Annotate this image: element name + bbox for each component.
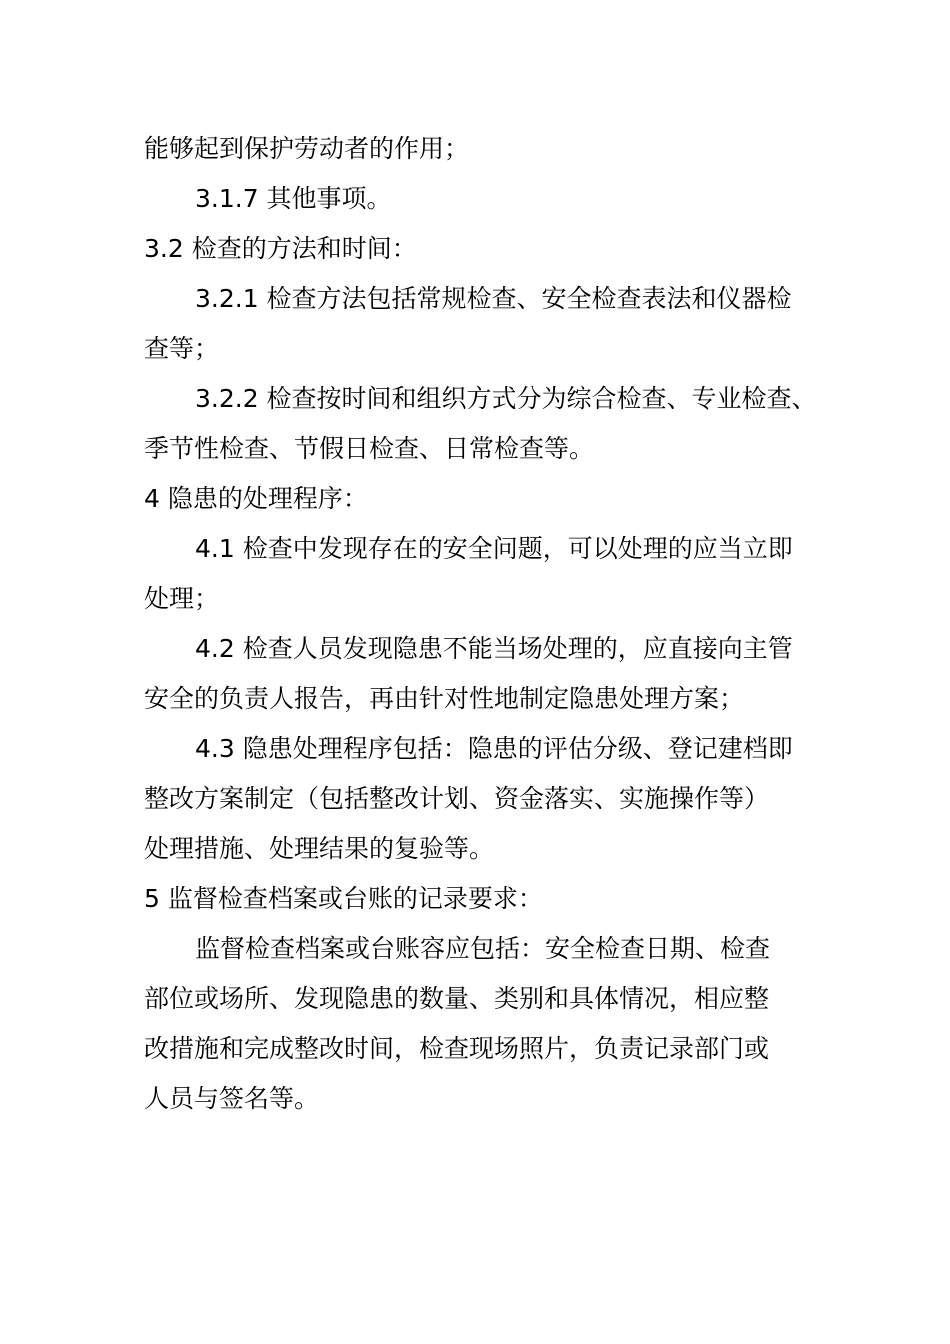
section-heading-5: 5 监督检查档案或台账的记录要求： <box>144 884 543 913</box>
text-line-10: 处理； <box>144 584 220 613</box>
text-line-20: 人员与签名等。 <box>144 1084 320 1113</box>
document-page <box>144 124 824 1124</box>
text-line-12: 安全的负责人报告，再由针对性地制定隐患处理方案； <box>144 684 745 713</box>
text-line-4: 3.2.1 检查方法包括常规检查、安全检查表法和仪器检 <box>195 284 792 313</box>
text-line-2: 3.1.7 其他事项。 <box>195 184 392 213</box>
text-line-17: 监督检查档案或台账容应包括：安全检查日期、检查 <box>195 934 771 963</box>
text-line-11: 4.2 检查人员发现隐患不能当场处理的，应直接向主管 <box>195 634 793 663</box>
text-line-9: 4.1 检查中发现存在的安全问题，可以处理的应当立即 <box>195 534 793 563</box>
text-line-15: 处理措施、处理结果的复验等。 <box>144 834 495 863</box>
text-line-14: 整改方案制定（包括整改计划、资金落实、实施操作等） <box>144 784 770 813</box>
text-line-1: 能够起到保护劳动者的作用； <box>144 134 470 163</box>
text-line-13: 4.3 隐患处理程序包括：隐患的评估分级、登记建档即 <box>195 734 793 763</box>
text-line-19: 改措施和完成整改时间，检查现场照片，负责记录部门或 <box>144 1034 770 1063</box>
section-heading-4: 4 隐患的处理程序： <box>144 484 368 513</box>
text-line-5: 查等； <box>144 334 220 363</box>
text-line-6: 3.2.2 检查按时间和组织方式分为综合检查、专业检查、 <box>195 384 817 413</box>
text-line-7: 季节性检查、节假日检查、日常检查等。 <box>144 434 595 463</box>
text-line-18: 部位或场所、发现隐患的数量、类别和具体情况，相应整 <box>144 984 770 1013</box>
section-heading-3-2: 3.2 检查的方法和时间： <box>144 234 417 263</box>
